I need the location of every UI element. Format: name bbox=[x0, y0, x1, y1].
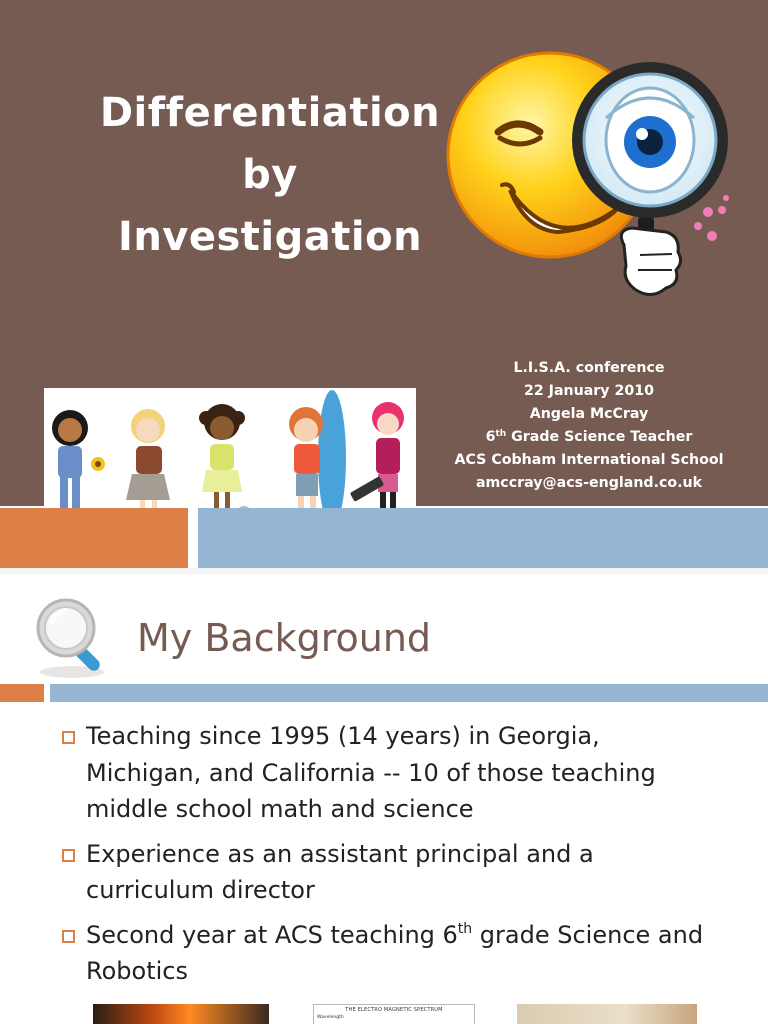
accent-bar-orange bbox=[0, 684, 44, 702]
bullet-text: Experience as an assistant principal and a curriculum director bbox=[86, 839, 594, 904]
bullet-text: Second year at ACS teaching 6 bbox=[86, 920, 458, 949]
magnifying-glass-icon bbox=[34, 596, 114, 680]
list-item bbox=[60, 917, 720, 990]
accent-bar-orange bbox=[0, 508, 188, 568]
list-item bbox=[60, 718, 720, 828]
role-grade-number: 6 bbox=[485, 429, 496, 445]
title-line-2: by bbox=[242, 152, 298, 198]
conference-name: L.I.S.A. conference bbox=[513, 360, 665, 376]
bullet-text: Teaching since 1995 (14 years) in Georgia, Michigan, and California -- 10 of those teaching middle school math and science bbox=[86, 722, 656, 823]
background-slide bbox=[0, 574, 768, 1024]
ordinal-suffix: th bbox=[457, 920, 473, 937]
role-text: Grade Science Teacher bbox=[506, 429, 693, 445]
bullet-square-icon bbox=[62, 849, 75, 862]
presenter-info bbox=[446, 357, 732, 495]
presenter-name: Angela McCray bbox=[529, 406, 649, 422]
solar-system-thumbnail bbox=[93, 1004, 269, 1024]
spectrum-thumbnail-title: THE ELECTRO MAGNETIC SPECTRUM bbox=[345, 1007, 443, 1013]
bullet-list bbox=[60, 718, 720, 998]
spectrum-thumbnail-label: Wavelength bbox=[317, 1015, 344, 1020]
bullet-square-icon bbox=[62, 731, 75, 744]
role-grade-suffix: th bbox=[495, 429, 507, 439]
accent-bar-blue bbox=[198, 508, 768, 568]
presentation-date: 22 January 2010 bbox=[524, 383, 654, 399]
spectrum-thumbnail bbox=[313, 1004, 475, 1024]
presenter-role bbox=[446, 426, 732, 449]
title-line-1: Differentiation bbox=[99, 90, 441, 136]
robotics-thumbnail bbox=[517, 1004, 697, 1024]
school-name: ACS Cobham International School bbox=[454, 452, 724, 468]
presenter-email: amccray@acs-england.co.uk bbox=[475, 475, 703, 491]
slide-title: My Background bbox=[137, 616, 432, 660]
bullet-text-continued: grade Science and Robotics bbox=[86, 920, 704, 985]
winking-smiley-magnifier-icon bbox=[440, 40, 740, 310]
bullet-square-icon bbox=[62, 930, 75, 943]
accent-bar-blue bbox=[50, 684, 768, 702]
list-item bbox=[60, 836, 720, 909]
title-line-3: Investigation bbox=[117, 214, 423, 260]
presentation-title bbox=[90, 82, 450, 268]
